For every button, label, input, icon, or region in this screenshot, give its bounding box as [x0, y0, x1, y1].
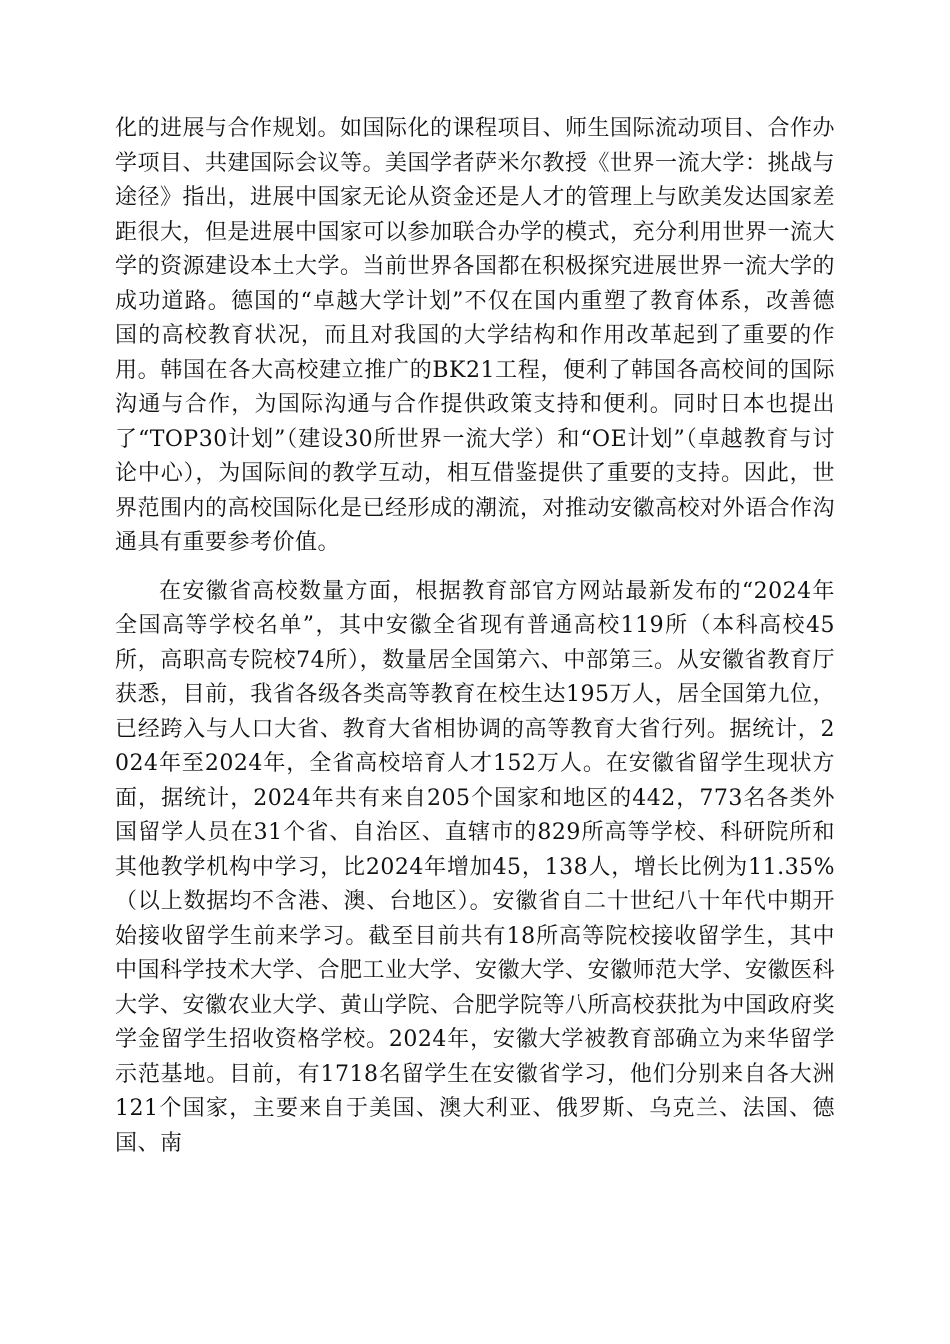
- document-page: [115, 112, 835, 1161]
- paragraph-anhui-universities: 在安徽省高校数量方面，根据教育部官方网站最新发布的“2024年全国高等学校名单”，其中安徽全省现有普通高校119所（本科高校45所，高职高专院校74所），数量居全国第六、中部第三。从安徽省教育厅获悉，目前，我省各级各类高等教育在校生达195万人，居全国第九位，已经跨入与人口大省、教育大省相协调的高等教育大省行列。据统计，2024年至2024年，全省高校培育人才152万人。在安徽省留学生现状方面，据统计，2024年共有来自205个国家和地区的442，773名各类外国留学人员在31个省、自治区、直辖市的829所高等学校、科研院所和其他教学机构中学习，比2024年增加45，138人，增长比例为11.35%（以上数据均不含港、澳、台地区）。安徽省自二十世纪八十年代中期开始接收留学生前来学习。截至目前共有18所高等院校接收留学生，其中中国科学技术大学、合肥工业大学、安徽大学、安徽师范大学、安徽医科大学、安徽农业大学、黄山学院、合肥学院等八所高校获批为中国政府奖学金留学生招收资格学校。2024年，安徽大学被教育部确立为来华留学示范基地。目前，有1718名留学生在安徽省学习，他们分别来自各大洲121个国家，主要来自于美国、澳大利亚、俄罗斯、乌克兰、法国、德国、南: [115, 578, 836, 1156]
- paragraph-international-cooperation: 化的进展与合作规划。如国际化的课程项目、师生国际流动项目、合作办学项目、共建国际会议等。美国学者萨米尔教授《世界一流大学：挑战与途径》指出，进展中国家无论从资金还是人才的管理上与欧美发达国家差距很大，但是进展中国家可以参加联合办学的模式，充分利用世界一流大学的资源建设本土大学。当前世界各国都在积极探究进展世界一流大学的成功道路。德国的“卓越大学计划”不仅在国内重塑了教育体系，改善德国的高校教育状况，而且对我国的大学结构和作用改革起到了重要的作用。韩国在各大高校建立推广的BK21工程，便利了韩国各高校间的国际沟通与合作，为国际沟通与合作提供政策支持和便利。同时日本也提出了“TOP30计划”（建设30所世界一流大学）和“OE计划”（卓越教育与讨论中心），为国际间的教学互动，相互借鉴提供了重要的支持。因此，世界范围内的高校国际化是已经形成的潮流，对推动安徽高校对外语合作沟通具有重要参考价值。: [115, 116, 836, 555]
